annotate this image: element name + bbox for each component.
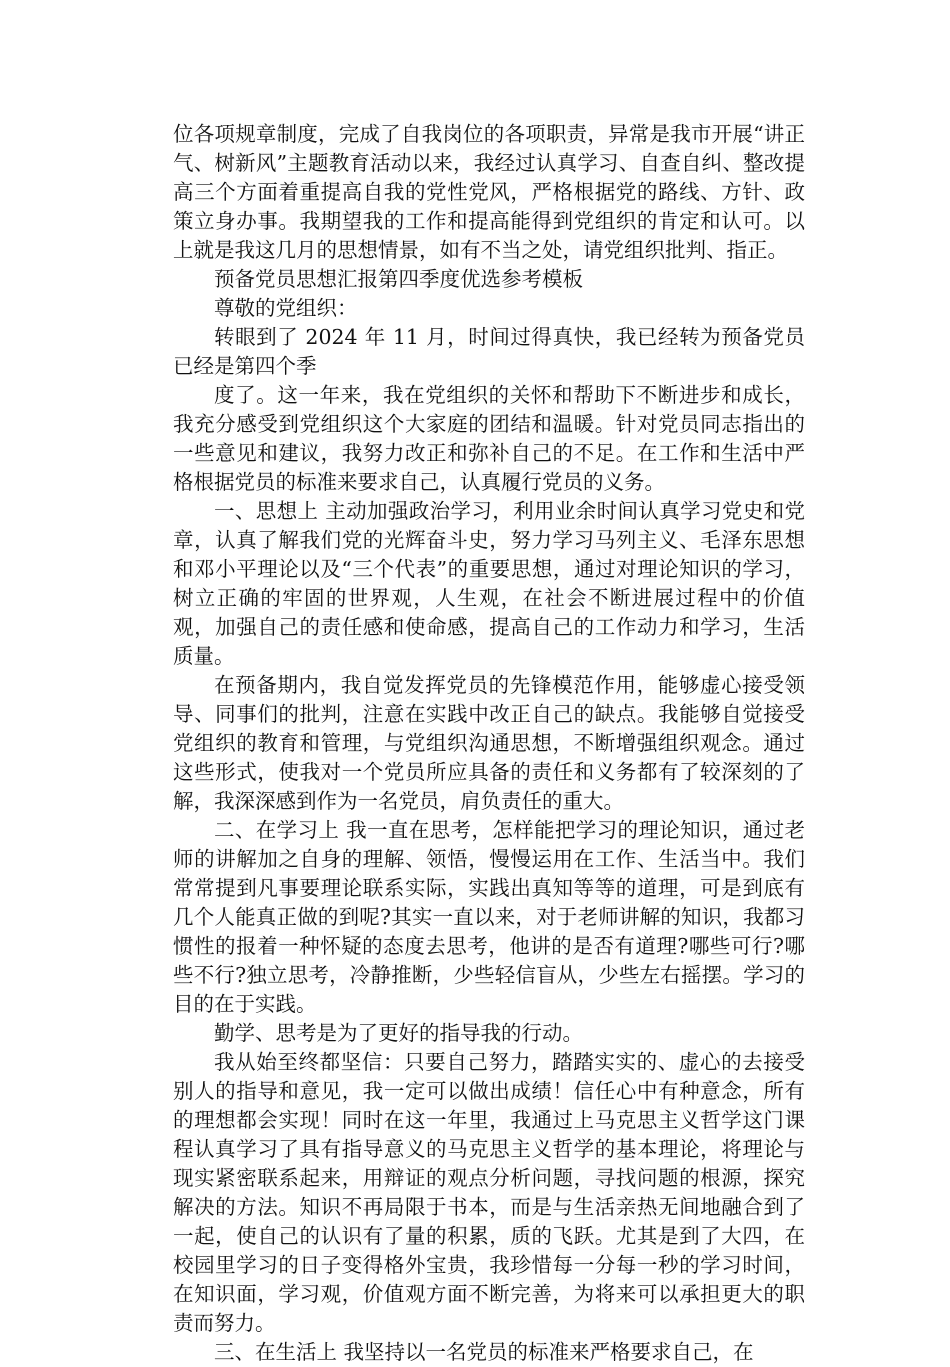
paragraph-opening: 转眼到了 2024 年 11 月，时间过得真快，我已经转为预备党员已经是第四个季 bbox=[173, 325, 805, 378]
paragraph-study: 二、在学习上 我一直在思考，怎样能把学习的理论知识，通过老师的讲解加之自身的理解、领悟，慢慢运用在工作、生活当中。我们常常提到凡事要理论联系实际，实践出真知等等的道理，可是到底有几个人能真正做的到呢?其实一直以来，对于老师讲解的知识，我都习惯性的报着一种怀疑的态度去思考，他讲的是否有道理?哪些可行?哪些不行?独立思考，冷静推断，少些轻信盲从，少些左右摇摆。学习的目的在于实践。 bbox=[173, 818, 805, 1016]
template-title: 预备党员思想汇报第四季度优选参考模板 bbox=[214, 267, 583, 291]
paragraph-ideology: 一、思想上 主动加强政治学习，利用业余时间认真学习党史和党章，认真了解我们党的光辉奋斗史，努力学习马列主义、毛泽东思想和邓小平理论以及“三个代表”的重要思想，通过对理论知识的学习，树立正确的牢固的世界观，人生观，在社会不断进展过程中的价值观，加强自己的责任感和使命感，提高自己的工作动力和学习，生活质量。 bbox=[173, 499, 805, 668]
paragraph-rules-conclusion: 位各项规章制度，完成了自我岗位的各项职责，异常是我市开展“讲正气、树新风”主题教育活动以来，我经过认真学习、自查自纠、整改提高三个方面着重提高自我的党性党风，严格根据党的路线、方针、政策立身办事。我期望我的工作和提高能得到党组织的肯定和认可。以上就是我这几月的思想情景，如有不当之处，请党组织批判、指正。 bbox=[173, 122, 805, 262]
paragraph-year-summary: 度了。这一年来，我在党组织的关怀和帮助下不断进步和成长，我充分感受到党组织这个大家庭的团结和温暖。针对党员同志指出的一些意见和建议，我努力改正和弥补自己的不足。在工作和生活中严格根据党员的标准来要求自己，认真履行党员的义务。 bbox=[173, 383, 805, 494]
paragraph-belief: 我从始至终都坚信：只要自己努力，踏踏实实的、虚心的去接受别人的指导和意见，我一定可以做出成绩！信任心中有种意念，所有的理想都会实现！同时在这一年里，我通过上马克思主义哲学这门课程认真学习了具有指导意义的马克思主义哲学的基本理论，将理论与现实紧密联系起来，用辩证的观点分析问题，寻找问题的根源，探究解决的方法。知识不再局限于书本，而是与生活亲热无间地融合到了一起，使自己的认识有了量的积累，质的飞跃。尤其是到了大四，在校园里学习的日子变得格外宝贵，我珍惜每一分每一秒的学习时间，在知识面，学习观，价值观方面不断完善，为将来可以承担更大的职责而努力。 bbox=[173, 1050, 805, 1335]
paragraph-life: 三、在生活上 我坚持以一名党员的标准来严格要求自己，在 bbox=[214, 1340, 754, 1364]
paragraph-probation: 在预备期内，我自觉发挥党员的先锋模范作用，能够虚心接受领导、同事们的批判，注意在实践中改正自己的缺点。我能够自觉接受党组织的教育和管理，与党组织沟通思想，不断增强组织观念。通过这些形式，使我对一个党员所应具备的责任和义务都有了较深刻的了解，我深深感到作为一名党员，肩负责任的重大。 bbox=[173, 673, 805, 813]
paragraph-diligence: 勤学、思考是为了更好的指导我的行动。 bbox=[214, 1021, 583, 1045]
document-body bbox=[173, 120, 805, 1367]
salutation: 尊敬的党组织： bbox=[214, 296, 358, 320]
